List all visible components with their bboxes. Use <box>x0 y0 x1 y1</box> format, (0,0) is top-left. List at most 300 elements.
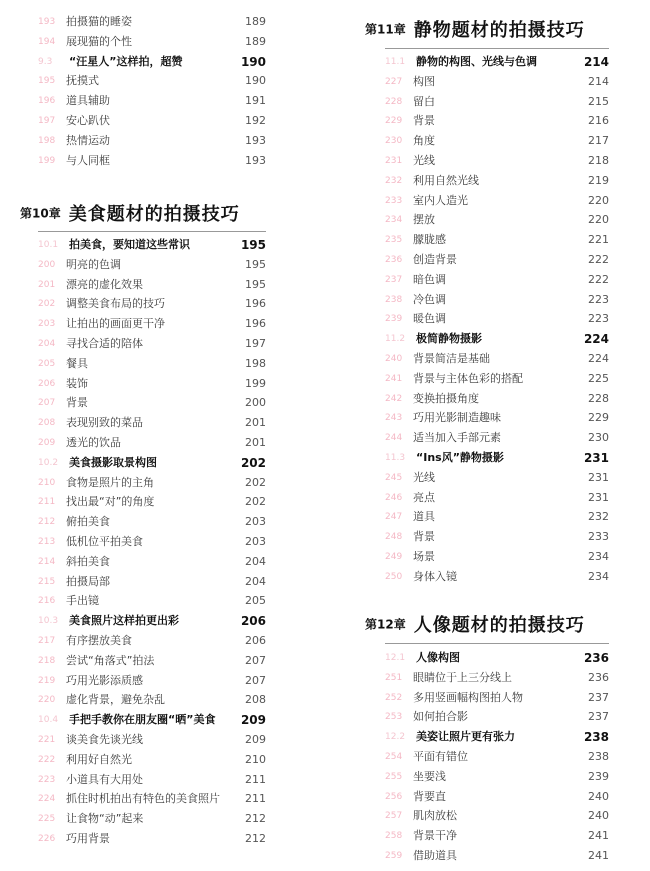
entry-title: 美食照片这样拍更出彩 <box>69 614 179 628</box>
toc-entry[interactable] <box>385 408 609 428</box>
entry-number: 218 <box>38 655 56 666</box>
entry-title: 冷色调 <box>413 292 446 306</box>
entry-page-number: 201 <box>245 416 266 430</box>
entry-title: 低机位平拍美食 <box>66 535 143 548</box>
toc-entry[interactable] <box>385 92 609 112</box>
entry-page-number: 240 <box>588 789 609 803</box>
entry-page-number: 241 <box>588 849 609 862</box>
entry-page-number: 233 <box>588 530 609 544</box>
entry-number: 220 <box>38 695 56 706</box>
entry-number: 10.3 <box>38 616 59 627</box>
toc-entry[interactable] <box>38 770 266 790</box>
entry-number: 202 <box>38 299 56 310</box>
toc-entry[interactable] <box>385 787 609 807</box>
entry-title: 身体入镜 <box>413 569 457 583</box>
entry-number: 237 <box>385 274 403 285</box>
entry-title: 展现猫的个性 <box>66 34 132 48</box>
entry-page-number: 224 <box>588 352 609 365</box>
entry-number: 12.1 <box>385 653 406 663</box>
entry-page-number: 198 <box>245 356 266 370</box>
entry-number: 226 <box>38 834 56 844</box>
entry-title: 场景 <box>413 550 435 563</box>
chapter-rule <box>38 231 266 232</box>
entry-title: 找出最“对”的角度 <box>66 495 155 509</box>
entry-page-number: 241 <box>588 829 609 843</box>
entry-page-number: 221 <box>588 233 609 247</box>
entry-title: 与人同框 <box>66 153 110 167</box>
entry-page-number: 234 <box>588 569 609 583</box>
toc-entry[interactable] <box>38 255 266 275</box>
entry-page-number: 217 <box>588 134 609 148</box>
entry-title: 虚化背景，避免杂乱 <box>66 693 165 707</box>
toc-entry[interactable] <box>385 428 609 448</box>
entry-number: 199 <box>38 155 56 166</box>
entry-number: 9.3 <box>38 56 53 67</box>
toc-entry[interactable] <box>385 527 609 547</box>
entry-page-number: 231 <box>583 451 609 465</box>
entry-title: 暗色调 <box>413 272 446 286</box>
entry-number: 11.1 <box>385 57 406 67</box>
toc-entry[interactable] <box>38 433 266 453</box>
entry-title: 背景 <box>66 396 88 410</box>
toc-entry[interactable] <box>38 690 266 710</box>
entry-title: 坐要浅 <box>413 769 446 783</box>
entry-title: 让拍出的画面更干净 <box>66 317 165 331</box>
entry-page-number: 231 <box>588 490 609 504</box>
entry-number: 223 <box>38 774 56 785</box>
entry-number: 239 <box>385 314 403 325</box>
toc-entry[interactable] <box>385 309 609 329</box>
entry-number: 227 <box>385 76 403 87</box>
entry-page-number: 207 <box>245 673 266 687</box>
entry-number: 241 <box>385 373 403 384</box>
entry-page-number: 195 <box>240 238 266 252</box>
entry-page-number: 206 <box>245 634 266 647</box>
entry-title: 巧用背景 <box>66 832 110 845</box>
entry-title: 暖色调 <box>413 312 446 326</box>
toc-entry[interactable] <box>385 567 609 587</box>
entry-number: 11.2 <box>385 334 406 345</box>
entry-number: 207 <box>38 398 56 409</box>
chapter-title: 人像题材的拍摄技巧 <box>413 615 585 636</box>
chapter-label: 第10章 <box>20 206 61 221</box>
entry-title: “Ins风”静物摄影 <box>416 451 504 464</box>
entry-title: 抚摸式 <box>66 74 99 88</box>
entry-title: 道具 <box>413 510 435 524</box>
entry-title: 背景简洁是基础 <box>413 352 490 365</box>
chapter-heading[interactable] <box>365 16 585 42</box>
entry-number: 219 <box>38 675 56 686</box>
entry-number: 236 <box>385 255 403 265</box>
entry-number: 246 <box>385 492 403 503</box>
entry-number: 221 <box>38 735 56 745</box>
entry-title: 巧用光影制造趣味 <box>413 411 501 425</box>
entry-page-number: 204 <box>245 554 266 568</box>
entry-title: 美姿让照片更有张力 <box>416 730 515 744</box>
entry-title: 光线 <box>413 470 435 484</box>
toc-entry[interactable] <box>385 826 609 846</box>
entry-title: 构图 <box>413 74 435 88</box>
entry-page-number: 238 <box>583 730 609 745</box>
toc-section-entry[interactable] <box>385 648 609 668</box>
toc-entry[interactable] <box>385 468 609 488</box>
entry-number: 234 <box>385 215 403 226</box>
toc-entry[interactable] <box>38 151 266 171</box>
entry-number: 250 <box>385 571 403 582</box>
toc-entry[interactable] <box>385 707 609 727</box>
toc-entry[interactable] <box>38 591 266 611</box>
entry-number: 258 <box>385 831 403 842</box>
entry-page-number: 240 <box>588 809 609 823</box>
entry-title: 摆放 <box>413 213 435 227</box>
toc-section-entry[interactable] <box>38 710 266 730</box>
entry-page-number: 191 <box>245 94 266 108</box>
entry-number: 231 <box>385 156 403 166</box>
entry-title: 多用竖画幅构图拍人物 <box>413 690 523 704</box>
entry-page-number: 196 <box>245 317 266 331</box>
entry-title: 适当加入手部元素 <box>413 431 501 445</box>
chapter-title: 静物题材的拍摄技巧 <box>413 20 585 41</box>
chapter-label: 第11章 <box>365 22 406 37</box>
entry-page-number: 204 <box>245 574 266 588</box>
toc-entry[interactable] <box>385 349 609 369</box>
entry-page-number: 237 <box>588 690 609 704</box>
entry-title: 利用好自然光 <box>66 752 132 766</box>
toc-entry[interactable] <box>38 789 266 809</box>
toc-section-entry[interactable] <box>385 448 609 468</box>
entry-title: 借助道具 <box>413 849 457 862</box>
entry-number: 249 <box>385 552 403 562</box>
entry-title: 抓住时机拍出有特色的美食照片 <box>66 792 220 806</box>
entry-title: 小道具有大用处 <box>66 772 143 786</box>
entry-page-number: 199 <box>245 376 266 390</box>
toc-entry[interactable] <box>38 473 266 493</box>
entry-number: 213 <box>38 537 56 547</box>
entry-title: 调整美食布局的技巧 <box>66 297 165 311</box>
entry-title: 利用自然光线 <box>413 173 479 187</box>
entry-title: 尝试“角落式”拍法 <box>66 653 155 667</box>
toc-entry[interactable] <box>385 688 609 708</box>
entry-title: 背景与主体色彩的搭配 <box>413 371 523 385</box>
toc-entry[interactable] <box>38 131 266 151</box>
entry-page-number: 208 <box>245 693 266 707</box>
entry-number: 256 <box>385 791 403 802</box>
entry-page-number: 193 <box>245 153 266 167</box>
toc-entry[interactable] <box>38 294 266 314</box>
entry-number: 196 <box>38 96 56 107</box>
entry-number: 211 <box>38 497 56 508</box>
entry-number: 230 <box>385 136 403 147</box>
entry-number: 193 <box>38 17 56 27</box>
entry-number: 245 <box>385 472 403 483</box>
entry-title: 背景 <box>413 114 435 128</box>
toc-section-entry[interactable] <box>38 611 266 631</box>
entry-page-number: 222 <box>588 272 609 286</box>
entry-page-number: 236 <box>588 670 609 684</box>
toc-entry[interactable] <box>38 572 266 592</box>
entry-page-number: 205 <box>245 594 266 608</box>
entry-number: 205 <box>38 358 56 369</box>
entry-number: 206 <box>38 378 56 389</box>
entry-number: 11.3 <box>385 453 406 463</box>
entry-title: 食物是照片的主角 <box>66 475 154 489</box>
entry-page-number: 189 <box>245 34 266 48</box>
entry-page-number: 195 <box>245 257 266 271</box>
toc-entry[interactable] <box>385 191 609 211</box>
toc-entry[interactable] <box>385 767 609 787</box>
entry-number: 238 <box>385 294 403 305</box>
entry-page-number: 224 <box>583 332 609 347</box>
toc-section-entry[interactable] <box>385 329 609 349</box>
entry-title: 表现别致的菜品 <box>66 416 143 430</box>
entry-number: 225 <box>38 814 56 825</box>
entry-page-number: 214 <box>583 55 609 69</box>
toc-entry[interactable] <box>38 750 266 770</box>
toc-section-entry[interactable] <box>38 235 266 255</box>
entry-title: 静物的构图、光线与色调 <box>416 55 537 68</box>
entry-number: 201 <box>38 279 56 290</box>
toc-entry[interactable] <box>385 806 609 826</box>
entry-number: 209 <box>38 438 56 448</box>
toc-entry[interactable] <box>385 171 609 191</box>
entry-page-number: 190 <box>245 74 266 88</box>
entry-page-number: 223 <box>588 312 609 326</box>
toc-entry[interactable] <box>385 389 609 409</box>
entry-number: 228 <box>385 96 403 107</box>
entry-page-number: 189 <box>245 15 266 28</box>
entry-number: 222 <box>38 754 56 765</box>
toc-entry[interactable] <box>38 512 266 532</box>
toc-entry[interactable] <box>385 111 609 131</box>
entry-number: 233 <box>385 195 403 206</box>
entry-page-number: 215 <box>588 94 609 108</box>
toc-entry[interactable] <box>38 71 266 91</box>
entry-title: 亮点 <box>413 490 435 504</box>
entry-page-number: 225 <box>588 371 609 385</box>
toc-entry[interactable] <box>38 829 266 849</box>
entry-page-number: 195 <box>245 277 266 291</box>
toc-entry[interactable] <box>385 547 609 567</box>
entry-title: 餐具 <box>66 356 88 370</box>
chapter-heading[interactable] <box>365 611 585 637</box>
entry-title: 谈美食先谈光线 <box>66 733 143 746</box>
entry-page-number: 203 <box>245 535 266 548</box>
entry-page-number: 206 <box>240 614 266 629</box>
toc-entry[interactable] <box>38 32 266 52</box>
chapter-rule <box>385 643 609 644</box>
entry-number: 216 <box>38 596 56 607</box>
toc-entry[interactable] <box>38 111 266 131</box>
entry-title: 平面有错位 <box>413 750 468 763</box>
toc-entry[interactable] <box>38 651 266 671</box>
entry-title: 变换拍摄角度 <box>413 391 479 405</box>
entry-title: 角度 <box>413 134 435 148</box>
entry-title: 热情运动 <box>66 133 110 147</box>
toc-entry[interactable] <box>385 230 609 250</box>
entry-page-number: 207 <box>245 653 266 667</box>
entry-title: 人像构图 <box>416 651 460 664</box>
entry-page-number: 197 <box>245 337 266 350</box>
entry-page-number: 239 <box>588 769 609 783</box>
entry-page-number: 230 <box>588 431 609 445</box>
entry-title: 手出镜 <box>66 594 99 608</box>
toc-entry[interactable] <box>38 334 266 354</box>
toc-entry[interactable] <box>38 730 266 750</box>
entry-title: 俯拍美食 <box>66 515 110 529</box>
entry-page-number: 209 <box>240 713 266 728</box>
entry-page-number: 237 <box>588 710 609 724</box>
entry-number: 217 <box>38 636 56 646</box>
entry-title: 拍美食，要知道这些常识 <box>69 238 190 251</box>
toc-entry[interactable] <box>385 488 609 508</box>
entry-number: 215 <box>38 576 56 587</box>
entry-number: 252 <box>385 692 403 703</box>
toc-section-entry[interactable] <box>385 52 609 72</box>
entry-page-number: 238 <box>588 750 609 763</box>
entry-number: 212 <box>38 517 56 528</box>
toc-entry[interactable] <box>38 492 266 512</box>
entry-page-number: 229 <box>588 411 609 425</box>
entry-number: 254 <box>385 752 403 762</box>
toc-entry[interactable] <box>385 668 609 688</box>
entry-number: 232 <box>385 175 403 186</box>
entry-number: 242 <box>385 393 403 404</box>
toc-entry[interactable] <box>38 631 266 651</box>
entry-title: 背景 <box>413 530 435 544</box>
toc-entry[interactable] <box>38 275 266 295</box>
entry-page-number: 202 <box>245 475 266 489</box>
entry-title: 眼睛位于上三分线上 <box>413 670 512 684</box>
entry-page-number: 220 <box>588 193 609 207</box>
entry-page-number: 212 <box>245 812 266 826</box>
entry-title: 美食摄影取景构图 <box>69 455 157 469</box>
entry-page-number: 192 <box>245 114 266 127</box>
entry-page-number: 202 <box>240 455 266 470</box>
entry-title: 斜拍美食 <box>66 554 110 568</box>
entry-title: 留白 <box>413 94 435 108</box>
toc-entry[interactable] <box>385 290 609 310</box>
entry-page-number: 231 <box>588 470 609 484</box>
toc-section-entry[interactable] <box>38 52 266 72</box>
entry-number: 244 <box>385 433 403 444</box>
toc-entry[interactable] <box>38 91 266 111</box>
toc-entry[interactable] <box>38 314 266 334</box>
toc-entry[interactable] <box>385 369 609 389</box>
entry-title: 手把手教你在朋友圈“晒”美食 <box>69 713 216 727</box>
toc-entry[interactable] <box>38 12 266 32</box>
entry-title: 拍摄局部 <box>66 574 110 588</box>
entry-number: 248 <box>385 532 403 543</box>
toc-entry[interactable] <box>385 507 609 527</box>
entry-page-number: 214 <box>588 74 609 88</box>
entry-title: 光线 <box>413 154 435 167</box>
entry-number: 214 <box>38 556 56 567</box>
entry-title: 寻找合适的陪体 <box>66 337 143 350</box>
entry-number: 247 <box>385 512 403 523</box>
toc-entry[interactable] <box>385 131 609 151</box>
entry-number: 10.4 <box>38 715 59 726</box>
entry-number: 12.2 <box>385 732 406 743</box>
entry-title: 背要直 <box>413 789 446 803</box>
entry-number: 253 <box>385 712 403 723</box>
toc-entry[interactable] <box>385 151 609 171</box>
entry-number: 194 <box>38 36 56 47</box>
toc-entry[interactable] <box>38 374 266 394</box>
entry-number: 208 <box>38 418 56 429</box>
entry-title: 创造背景 <box>413 253 457 266</box>
entry-number: 243 <box>385 413 403 424</box>
entry-page-number: 201 <box>245 436 266 449</box>
entry-page-number: 222 <box>588 253 609 266</box>
entry-number: 235 <box>385 235 403 246</box>
toc-section-entry[interactable] <box>38 453 266 473</box>
entry-page-number: 193 <box>245 133 266 147</box>
toc-entry[interactable] <box>385 270 609 290</box>
entry-title: 朦胧感 <box>413 233 446 247</box>
entry-title: 背景干净 <box>413 829 457 843</box>
entry-number: 229 <box>385 116 403 127</box>
entry-number: 195 <box>38 76 56 87</box>
entry-number: 210 <box>38 477 56 488</box>
entry-page-number: 220 <box>588 213 609 227</box>
toc-entry[interactable] <box>38 671 266 691</box>
entry-page-number: 218 <box>588 154 609 167</box>
entry-page-number: 200 <box>245 396 266 410</box>
toc-entry[interactable] <box>385 210 609 230</box>
toc-entry[interactable] <box>38 809 266 829</box>
entry-title: “汪星人”这样拍，超赞 <box>69 54 183 68</box>
chapter-rule <box>385 48 609 49</box>
entry-title: 透光的饮品 <box>66 436 121 449</box>
chapter-heading[interactable] <box>20 200 240 226</box>
entry-page-number: 219 <box>588 173 609 187</box>
toc-entry[interactable] <box>38 393 266 413</box>
entry-page-number: 190 <box>240 54 266 69</box>
entry-page-number: 211 <box>245 792 266 806</box>
toc-entry[interactable] <box>38 354 266 374</box>
entry-title: 明亮的色调 <box>66 257 121 271</box>
entry-page-number: 236 <box>583 651 609 665</box>
entry-title: 肌肉放松 <box>413 809 457 823</box>
entry-page-number: 211 <box>245 772 266 786</box>
entry-page-number: 216 <box>588 114 609 128</box>
entry-number: 198 <box>38 135 56 146</box>
toc-entry[interactable] <box>385 250 609 270</box>
entry-number: 224 <box>38 794 56 805</box>
entry-page-number: 203 <box>245 515 266 529</box>
entry-title: 装饰 <box>66 376 88 390</box>
toc-entry[interactable] <box>38 413 266 433</box>
entry-page-number: 209 <box>245 733 266 746</box>
toc-section-entry[interactable] <box>385 727 609 747</box>
entry-page-number: 232 <box>588 510 609 524</box>
toc-entry[interactable] <box>385 747 609 767</box>
entry-title: 巧用光影添质感 <box>66 673 143 687</box>
entry-page-number: 234 <box>588 550 609 563</box>
chapter-title: 美食题材的拍摄技巧 <box>68 204 240 225</box>
entry-number: 10.2 <box>38 457 59 468</box>
toc-entry[interactable] <box>38 552 266 572</box>
entry-page-number: 212 <box>245 832 266 845</box>
entry-title: 拍摄猫的睡姿 <box>66 15 132 28</box>
toc-entry[interactable] <box>385 846 609 866</box>
entry-page-number: 196 <box>245 297 266 311</box>
toc-entry[interactable] <box>38 532 266 552</box>
entry-number: 197 <box>38 116 56 126</box>
toc-entry[interactable] <box>385 72 609 92</box>
entry-number: 204 <box>38 339 56 349</box>
entry-number: 240 <box>385 354 403 364</box>
